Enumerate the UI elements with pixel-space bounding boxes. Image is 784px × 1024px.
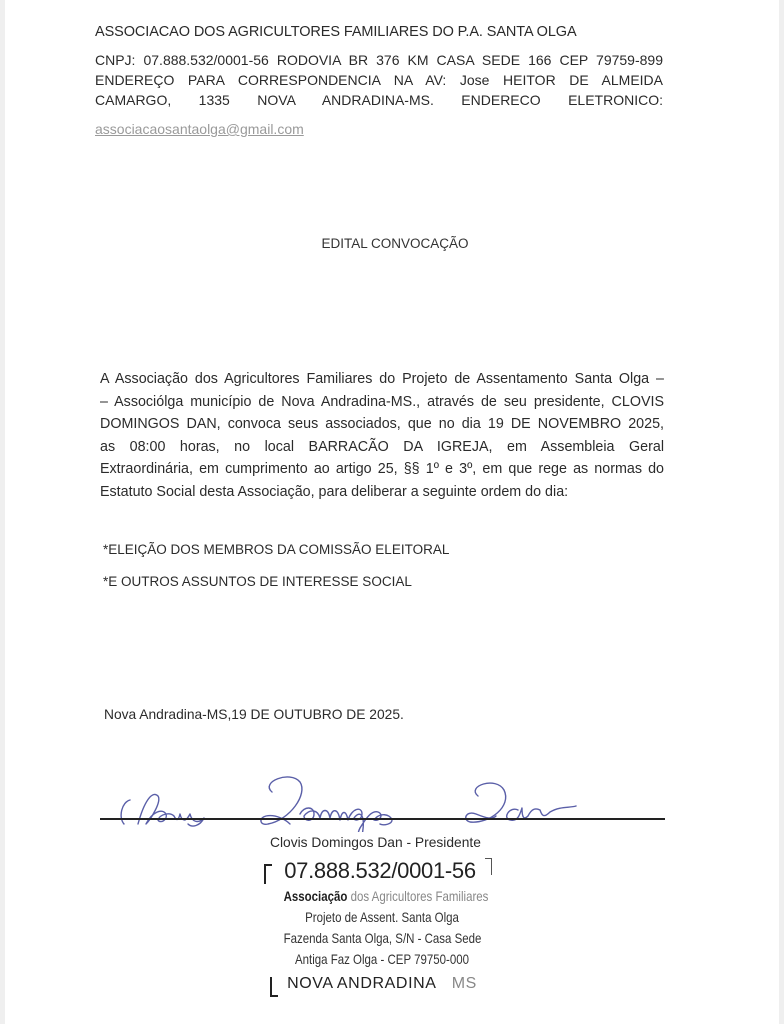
document-title: EDITAL CONVOCAÇÃO — [321, 236, 469, 251]
place-and-date: Nova Andradina-MS,19 DE OUTUBRO DE 2025. — [104, 707, 404, 722]
stamp-cnpj: 07.888.532/0001-56 — [262, 858, 498, 884]
address-line: CAMARGO, 1335 NOVA ANDRADINA-MS. ENDERECO ELETRONICO: — [95, 92, 663, 108]
signer-name: Clovis Domingos Dan - Presidente — [270, 835, 481, 850]
stamp-state: MS — [451, 975, 477, 992]
stamp-city — [262, 975, 502, 993]
handwritten-signature — [100, 762, 670, 832]
page-edge-left — [0, 0, 5, 1024]
paragraph-line: DOMINGOS DAN, convoca seus associados, que no dia 19 DE NOVEMBRO 2025, — [100, 416, 664, 433]
stamp-city-name: NOVA ANDRADINA — [287, 975, 437, 992]
agenda-item: *ELEIÇÃO DOS MEMBROS DA COMISSÃO ELEITORAL — [103, 542, 450, 557]
organization-address — [95, 50, 663, 110]
paragraph-line: A Associação dos Agricultores Familiares do Projeto de Assentamento Santa Olga – — [100, 371, 664, 387]
cnpj-stamp — [262, 858, 502, 1008]
signature-line — [100, 818, 665, 820]
email-link[interactable]: associacaosantaolga@gmail.com — [95, 121, 304, 137]
organization-name: ASSOCIACAO DOS AGRICULTORES FAMILIARES DO P.A. SANTA OLGA — [95, 24, 577, 40]
stamp-line — [283, 888, 489, 904]
page-edge-right — [779, 0, 784, 1024]
agenda-item: *E OUTROS ASSUNTOS DE INTERESSE SOCIAL — [103, 574, 412, 589]
paragraph-line: Estatuto Social desta Associação, para deliberar a seguinte ordem do dia: — [100, 483, 569, 500]
stamp-line: Fazenda Santa Olga, S/N - Casa Sede — [283, 930, 482, 946]
paragraph-line: Extraordinária, em cumprimento ao artigo 25, §§ 1º e 3º, em que rege as normas do — [100, 461, 664, 478]
convocation-paragraph — [100, 368, 664, 504]
stamp-line: Projeto de Assent. Santa Olga — [305, 909, 459, 925]
address-line: ENDEREÇO PARA CORRESPONDENCIA NA AV: Jose HEITOR DE ALMEIDA — [95, 72, 663, 88]
paragraph-line: – Associólga município de Nova Andradina-MS., através de seu presidente, CLOVIS — [100, 393, 664, 410]
address-line: CNPJ: 07.888.532/0001-56 RODOVIA BR 376 KM CASA SEDE 166 CEP 79759-899 — [95, 52, 663, 68]
paragraph-line: as 08:00 horas, no local BARRACÃO DA IGREJA, em Assembleia Geral — [100, 438, 664, 455]
stamp-line: Antiga Faz Olga - CEP 79750-000 — [294, 951, 469, 967]
stamp-line-bold: Associação — [283, 888, 348, 904]
stamp-line-rest: dos Agricultores Familiares — [347, 888, 489, 904]
